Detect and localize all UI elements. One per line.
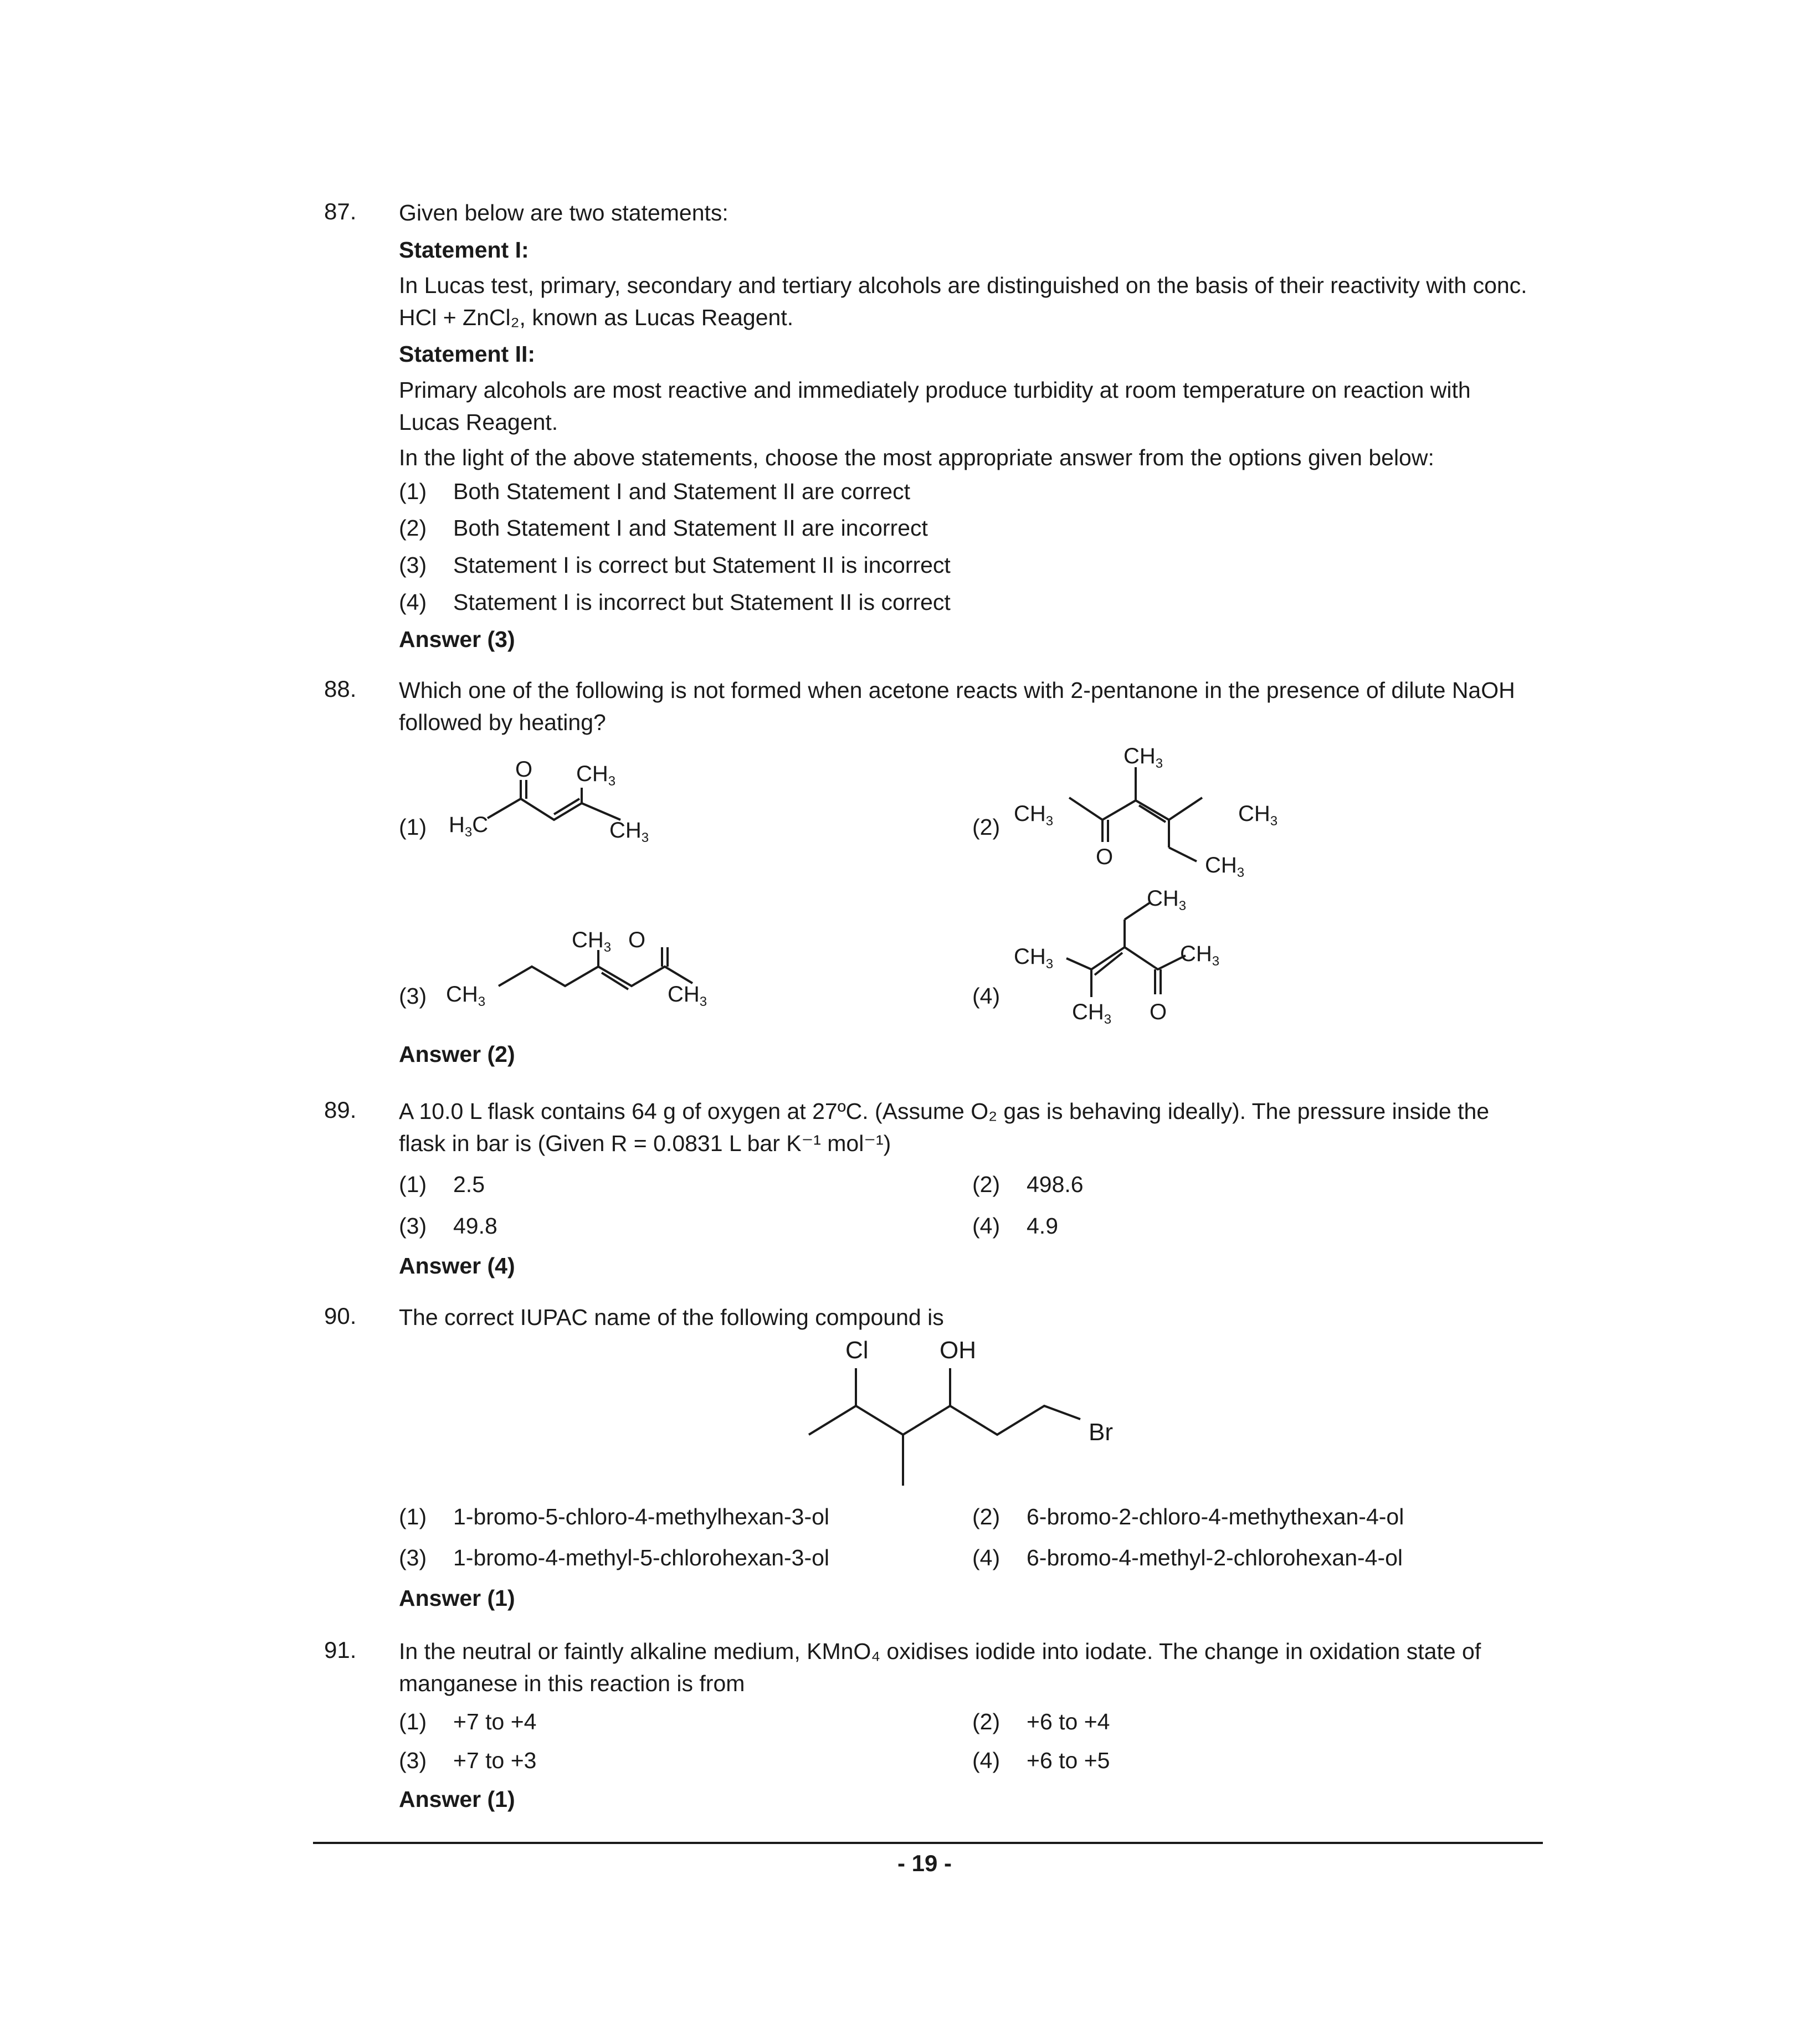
atom-label: Cl [845,1337,869,1364]
option-number: (1) [399,479,427,504]
atom-label: CH [572,928,604,952]
atom-label: 3 [478,994,486,1009]
option [972,1213,1058,1239]
statement-text: Primary alcohols are most reactive and immediately produce turbidity at room temperature on reaction with Lucas Reagent. [399,377,1471,435]
iupac-structure [798,1329,1141,1496]
option-number: (2) [972,1172,1001,1197]
svg-text:CH3 [1238,802,1278,829]
option-number: (1) [399,1709,427,1734]
option-text: Statement I is incorrect but Statement II is correct [453,589,951,615]
atom-label: CH [576,762,608,786]
svg-text:CH3 [668,982,707,1009]
atom-label: CH [1014,802,1046,826]
question-text: The correct IUPAC name of the following compound is [399,1305,944,1330]
atom-label: 3 [464,825,473,840]
atom-label: 3 [1045,814,1054,829]
option-number: (4) [972,983,1001,1009]
atom-label: 3 [1212,954,1220,969]
option [972,1545,1403,1571]
option-number: (1) [399,1504,427,1529]
option-text: Statement I is correct but Statement II is incorrect [453,552,951,578]
atom-label: CH [1123,744,1156,768]
option-text: +7 to +3 [453,1748,537,1773]
svg-text:CH3 [1147,886,1186,913]
statement-label: Statement II: [399,341,536,367]
option-text: 49.8 [453,1213,497,1239]
structure-2 [1014,737,1307,892]
page-number: - 19 - [897,1850,952,1876]
option [399,552,951,578]
atom-label: CH [1147,886,1179,911]
option [399,1504,829,1530]
option-number: (4) [399,589,427,615]
option-text: 498.6 [1027,1172,1084,1197]
svg-text:CH3 [1205,853,1244,880]
svg-text:CH3 [1123,744,1163,771]
question-prompt: In the light of the above statements, choose the most appropriate answer from the options given below: [399,445,1434,470]
option-number: (2) [972,814,1001,840]
option-text: Both Statement I and Statement II are correct [453,479,910,504]
question-text: Which one of the following is not formed when acetone reacts with 2-pentanone in the presence of dilute NaOH followed by heating? [399,677,1515,735]
option-number: (4) [972,1213,1001,1239]
option-number: (4) [972,1545,1001,1570]
option-number: (1) [399,814,427,840]
option [972,1748,1110,1774]
option [399,1172,485,1198]
option [399,1545,829,1571]
option-number: (2) [399,515,427,541]
atom-label: CH [1180,942,1212,966]
svg-text:H3C [449,813,488,840]
atom-label: 3 [1270,814,1278,829]
atom-label: CH [1238,802,1270,826]
option-number: (1) [399,1172,427,1197]
answer-label: Answer (4) [399,1253,515,1278]
atom-label: CH [446,982,478,1006]
atom-label: CH [1072,1000,1104,1024]
atom-label: C [472,813,489,837]
atom-label: O [1150,1000,1167,1024]
svg-text:CH3 [1072,1000,1111,1027]
question-number: 91. [324,1637,357,1663]
footer-divider [313,1842,1543,1844]
question-number: 89. [324,1097,357,1123]
atom-label: 3 [1155,756,1163,771]
answer-label: Answer (1) [399,1585,515,1611]
answer-label: Answer (2) [399,1041,515,1067]
question-text: Given below are two statements: [399,200,728,225]
svg-text:CH3 [446,982,485,1009]
question-text: A 10.0 L flask contains 64 g of oxygen at 27ºC. (Assume O₂ gas is behaving ideally). The pressure inside the flask in bar is (Given R = 0.0831 L bar K⁻¹ mol⁻¹) [399,1098,1490,1156]
question-number: 88. [324,676,357,702]
atom-label: CH [609,818,642,843]
option-text: +6 to +5 [1027,1748,1110,1773]
atom-label: 3 [1045,957,1054,972]
option [972,1504,1404,1530]
option-text: +6 to +4 [1027,1709,1110,1734]
option-number: (2) [972,1709,1001,1734]
atom-label: 3 [603,940,612,955]
option-text: 1-bromo-5-chloro-4-methylhexan-3-ol [453,1504,830,1529]
option [399,515,928,541]
atom-label: O [515,757,533,782]
answer-label: Answer (1) [399,1786,515,1812]
svg-text:CH3 [572,928,611,955]
svg-text:CH3 [1180,942,1219,969]
option-text: 6-bromo-4-methyl-2-chlorohexan-4-ol [1027,1545,1403,1570]
atom-label: CH [1205,853,1237,877]
option-text: 1-bromo-4-methyl-5-chlorohexan-3-ol [453,1545,830,1570]
option-text: 2.5 [453,1172,485,1197]
question-number: 90. [324,1303,357,1329]
atom-label: 3 [1104,1012,1112,1027]
question-text: In the neutral or faintly alkaline medium, KMnO₄ oxidises iodide into iodate. The change in oxidation state of manganese in this reaction is from [399,1639,1481,1696]
option [399,1213,497,1239]
atom-label: CH [668,982,700,1006]
option-number: (4) [972,1748,1001,1773]
option-number: (3) [399,552,427,578]
option-text: 4.9 [1027,1213,1058,1239]
statement-label: Statement I: [399,237,529,263]
option [399,479,910,505]
atom-label: H [449,813,465,837]
structure-1 [443,759,676,864]
option [972,1172,1084,1198]
statement-text: In Lucas test, primary, secondary and tertiary alcohols are distinguished on the basis of their reactivity with conc. HCl + ZnCl₂, known as Lucas Reagent. [399,273,1527,330]
option-number: (3) [399,1748,427,1773]
option-number: (2) [972,1504,1001,1529]
option [399,1709,536,1735]
atom-label: 3 [1237,865,1245,880]
atom-label: 3 [641,830,649,845]
option-text: +7 to +4 [453,1709,537,1734]
option [399,589,951,615]
atom-label: CH [1014,944,1046,969]
svg-text:CH3 [576,762,615,789]
option [399,1748,536,1774]
option-number: (3) [399,983,427,1009]
structure-4 [1014,881,1269,1036]
option-text: Both Statement I and Statement II are incorrect [453,515,928,541]
atom-label: 3 [608,774,616,789]
option-number: (3) [399,1545,427,1570]
atom-label: O [1096,845,1114,869]
svg-text:CH3 [1014,802,1053,829]
svg-text:CH3 [609,818,649,845]
answer-label: Answer (3) [399,626,515,652]
option [972,1709,1110,1735]
question-number: 87. [324,198,357,224]
atom-label: 3 [699,994,707,1009]
option-text: 6-bromo-2-chloro-4-methythexan-4-ol [1027,1504,1404,1529]
structure-3 [443,920,753,1019]
atom-label: Br [1089,1419,1113,1446]
svg-text:CH3 [1014,944,1053,972]
atom-label: 3 [1178,898,1187,913]
atom-label: O [628,928,646,952]
option-number: (3) [399,1213,427,1239]
atom-label: OH [940,1337,976,1364]
